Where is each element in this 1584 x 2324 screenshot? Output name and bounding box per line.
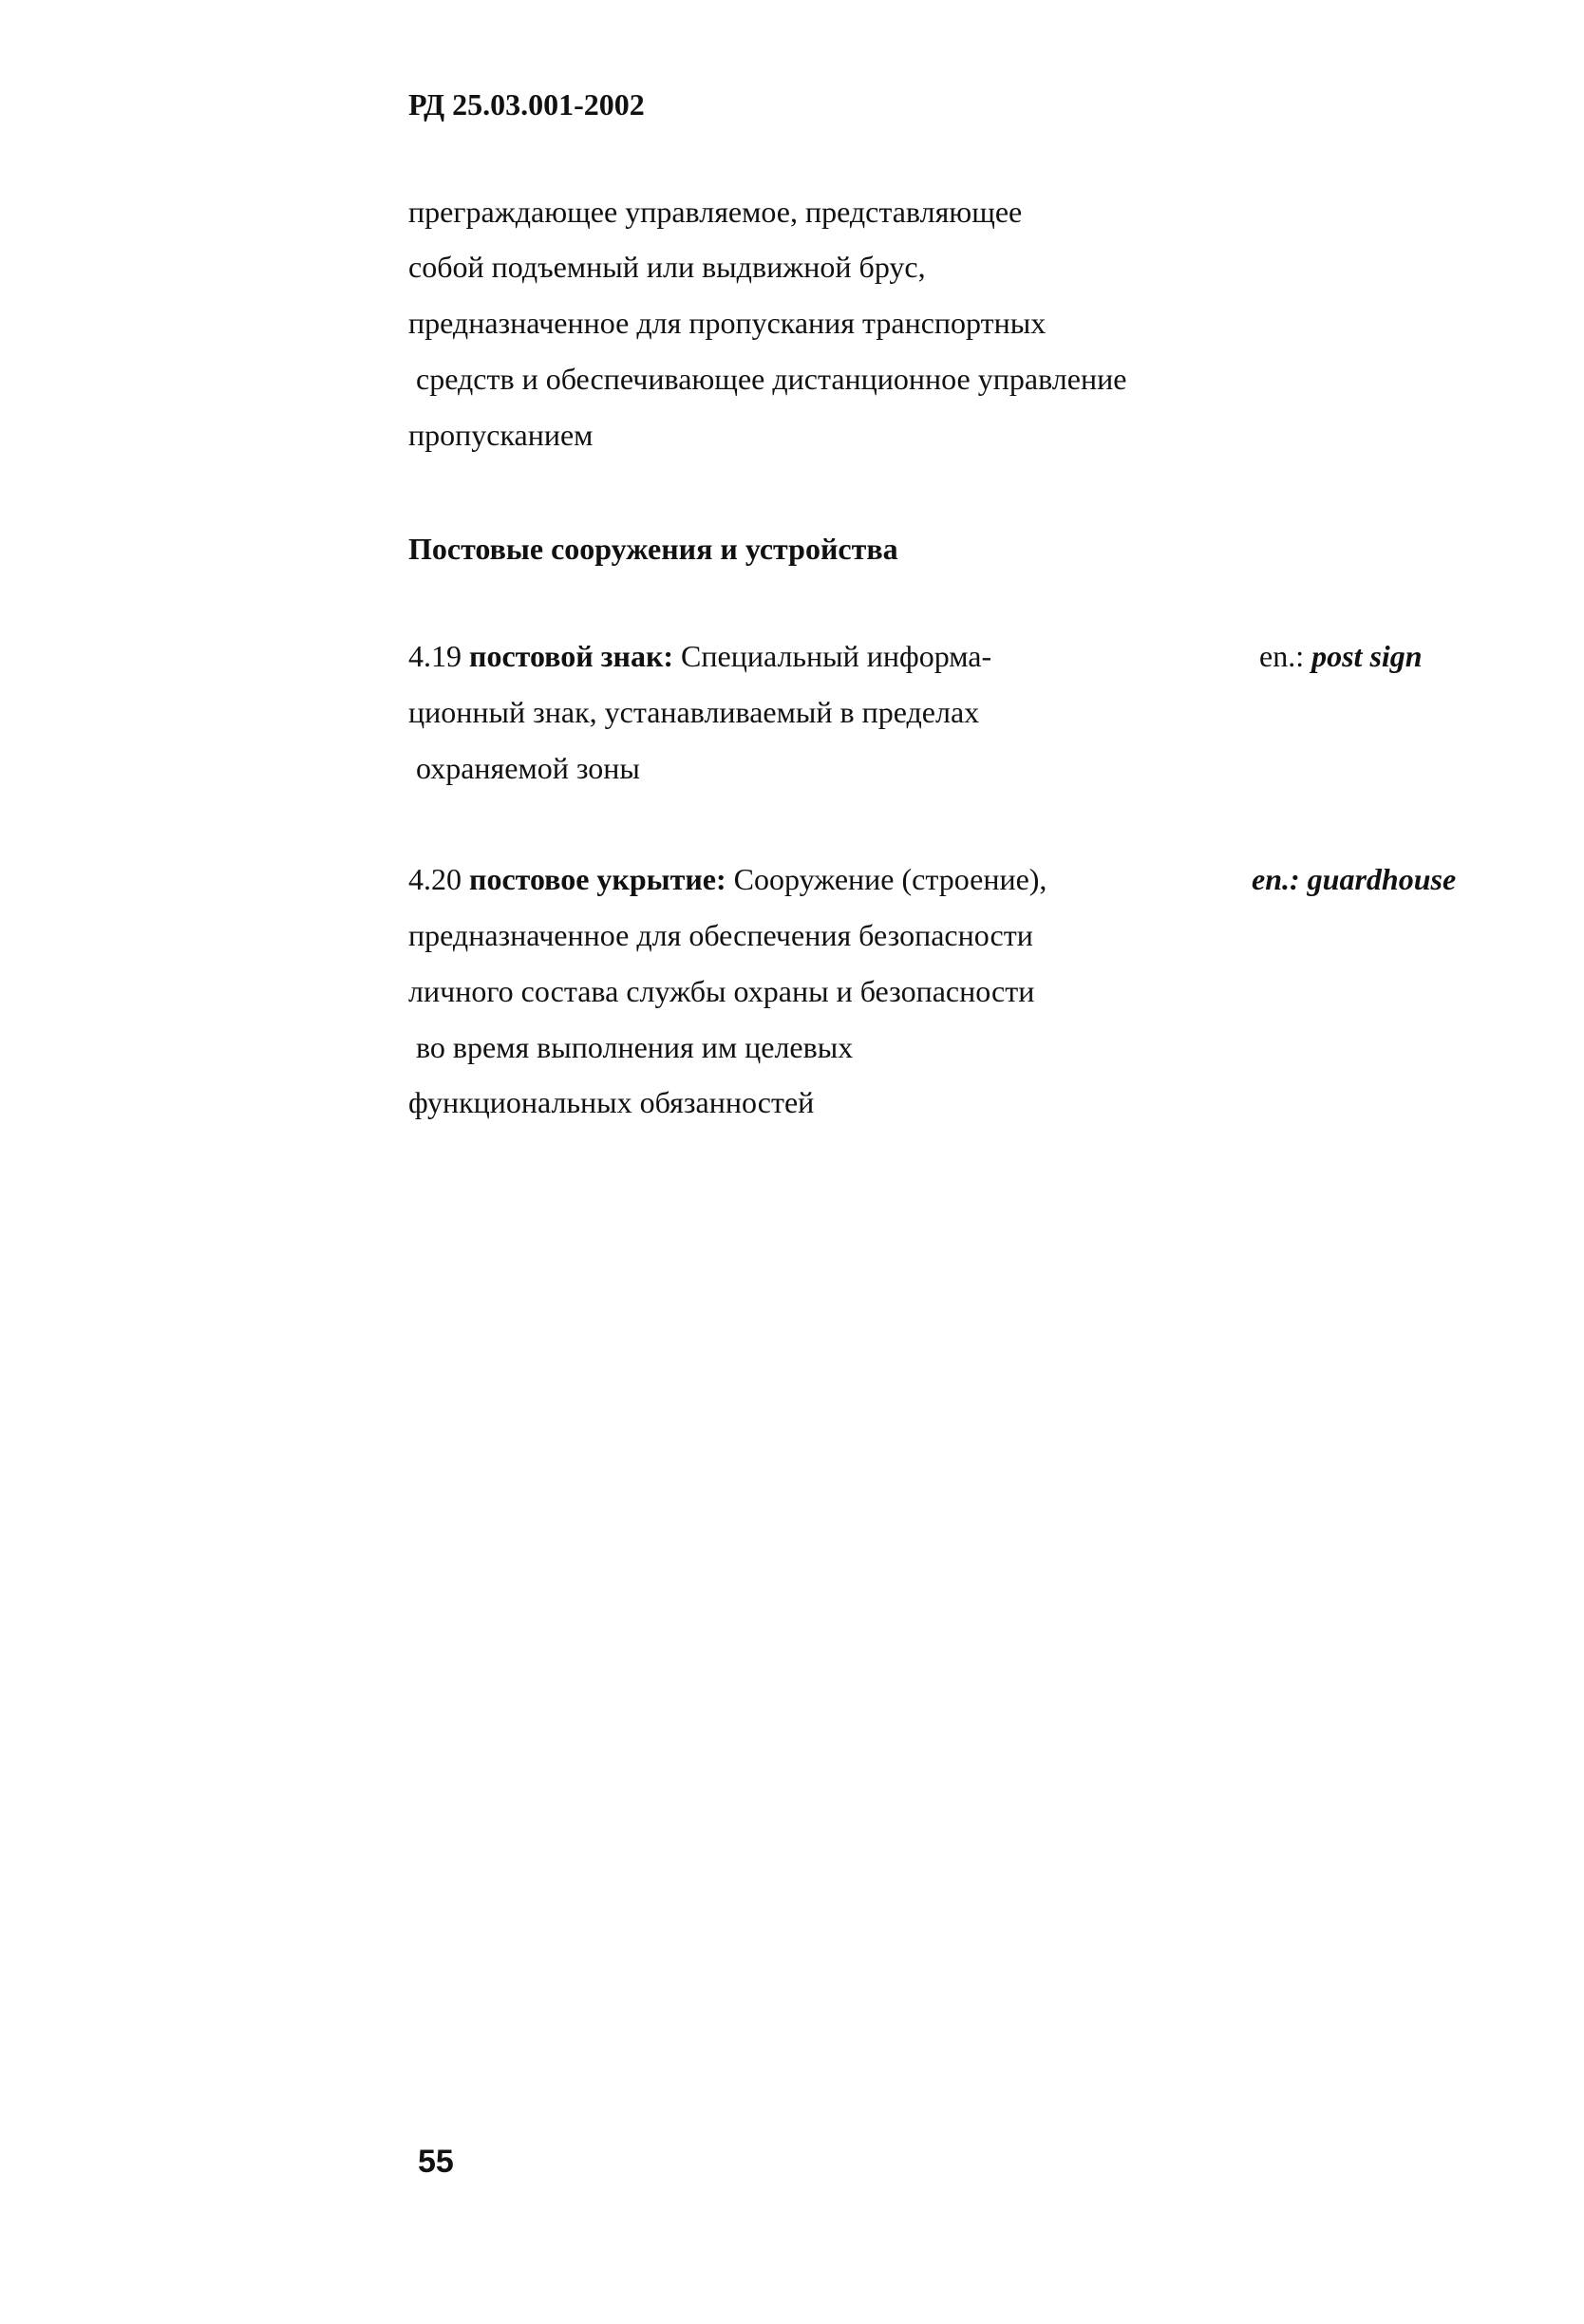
term-definition-line: ционный знак, устанавливаемый в пределах (408, 695, 980, 729)
en-term-value: post sign (1304, 639, 1423, 673)
document-code: РД 25.03.001-2002 (408, 87, 645, 122)
continuation-line: предназначенное для пропускания транспортных (408, 306, 1047, 340)
english-equivalent (1252, 862, 1456, 897)
term-definition-start: Сооружение (строение), (726, 862, 1047, 896)
term-number: 4.19 (408, 639, 469, 673)
section-heading: Постовые сооружения и устройства (408, 532, 898, 566)
english-equivalent (1259, 639, 1423, 674)
term-number: 4.20 (408, 862, 469, 896)
continuation-line: собой подъемный или выдвижной брус, (408, 250, 926, 284)
en-prefix: en.: (1259, 639, 1305, 673)
term-definition-line: функциональных обязанностей (408, 1085, 815, 1119)
en-prefix: en.: (1252, 862, 1300, 896)
term-definition-start: Специальный информа- (673, 639, 992, 673)
term-4-19-first-line (408, 639, 991, 674)
term-definition-line: предназначенное для обеспечения безопасности (408, 918, 1033, 952)
continuation-line: пропусканием (408, 418, 594, 452)
continuation-line: преграждающее управляемое, представляющее (408, 195, 1023, 229)
term-definition-line: во время выполнения им целевых (408, 1030, 854, 1064)
en-term-value: guardhouse (1299, 862, 1457, 896)
page-number: 55 (418, 2144, 454, 2180)
continuation-line: средств и обеспечивающее дистанционное управление (408, 362, 1127, 396)
term-4-20-first-line (408, 862, 1047, 897)
term-name: постовое укрытие: (469, 862, 726, 896)
term-name: постовой знак: (469, 639, 674, 673)
term-definition-line: личного состава службы охраны и безопасности (408, 974, 1035, 1008)
term-definition-line: охраняемой зоны (408, 751, 640, 785)
